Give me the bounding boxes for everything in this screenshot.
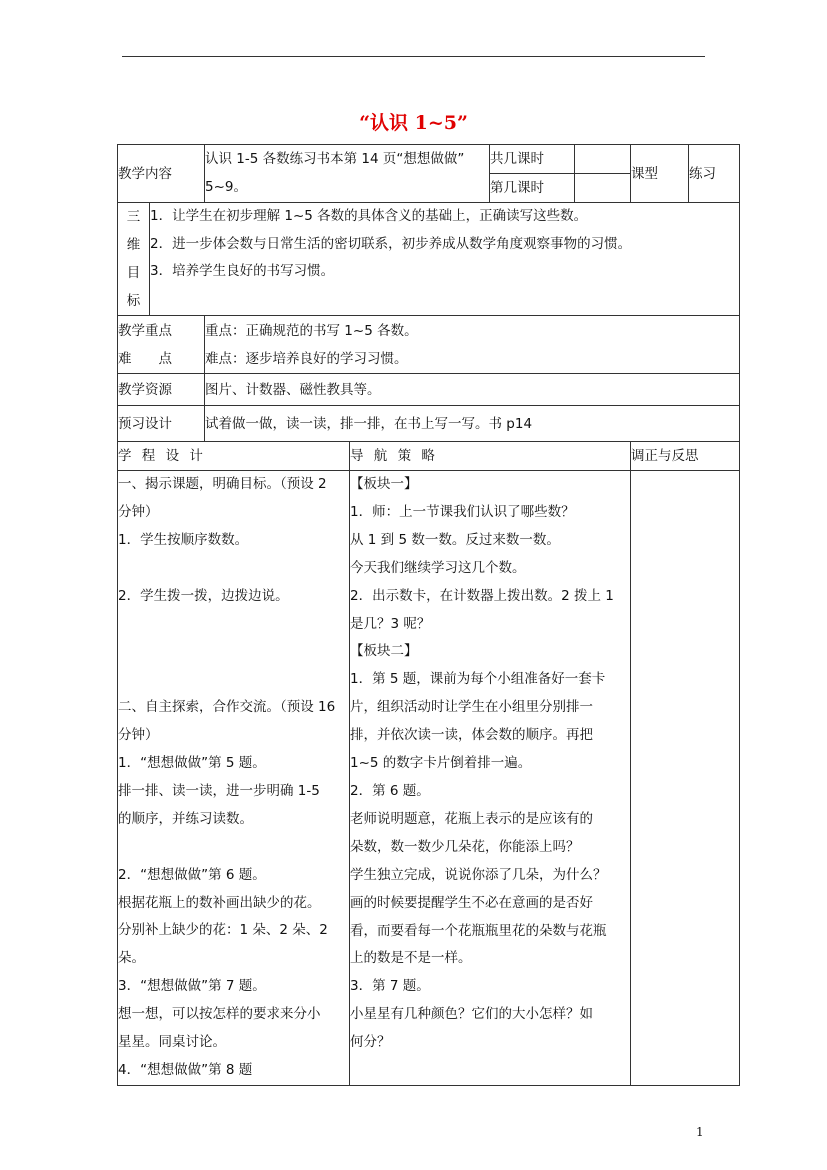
goals-label-char: 目 [126,265,141,281]
process-line: 1．学生按顺序数数。 [118,531,249,548]
process-line: 根据花瓶上的数补画出缺少的花。 [118,894,321,911]
process-blank [118,638,349,666]
total-periods-label: 共几课时 [490,145,575,174]
guide-line: 画的时候要提醒学生不必在意画的是否好 [350,894,593,911]
process-line: 星星。同桌讨论。 [118,1034,226,1051]
guide-line: 排，并依次读一读，体会数的顺序。再把 [350,727,593,744]
guide-line: 1．师：上一节课我们认识了哪些数？ [350,503,575,520]
content-value [205,145,490,203]
goals-label-char: 维 [126,237,141,253]
guide-line: 从 1 到 5 数一数。反过来数一数。 [350,531,560,548]
type-value: 练习 [689,145,740,203]
guide-line: 老师说明题意，花瓶上表示的是应该有的 [350,810,593,827]
guide-line: 何分？ [350,1034,391,1051]
goals-label-char: 三 [126,209,141,225]
content-label: 教学内容 [118,145,205,203]
process-line: 分钟） [118,503,159,520]
period-no-value [575,174,631,203]
column-guide: 导 航 策 略 [350,442,631,471]
page-title: “认识 1~5” [359,112,468,134]
process-line: 4．“想想做做”第 8 题 [118,1061,253,1078]
process-blank [118,666,349,694]
key-points-label1: 教学重点 [118,323,172,339]
goal-item: 2．进一步体会数与日常生活的密切联系，初步养成从数学角度观察事物的习惯。 [150,235,632,252]
process-line: 的顺序，并练习读数。 [118,810,253,827]
page-number: 1 [696,1125,704,1139]
column-reflect: 调正与反思 [631,442,740,471]
guide-line: 今天我们继续学习这几个数。 [350,559,526,576]
guide-line: 2．第 6 题。 [350,782,430,799]
process-line: 排一排、读一读，进一步明确 1-5 [118,782,320,799]
goal-item: 3．培养学生良好的书写习惯。 [150,263,335,279]
guide-line: 1．第 5 题，课前为每个小组准备好一套卡 [350,671,606,688]
process-line: 想一想，可以按怎样的要求来分小 [118,1006,321,1023]
content-value-line2: 5~9。 [205,179,247,195]
guide-line: 1~5 的数字卡片倒着排一遍。 [350,755,532,772]
process-line: 2．“想想做做”第 6 题。 [118,866,266,883]
key-points-label2: 难 点 [118,351,172,367]
guide-line: 朵数，数一数少几朵花，你能添上吗？ [350,838,580,855]
key-difficulty: 难点：逐步培养良好的学习习惯。 [205,351,408,367]
resources-value: 图片、计数器、磁性教具等。 [205,374,740,406]
process-blank [118,611,349,639]
key-points-label [118,316,205,374]
guide-line: 是几？3 呢？ [350,615,431,632]
lesson-plan-table [117,144,740,1086]
guide-line: 看，而要看每一个花瓶瓶里花的朵数与花瓶 [350,922,607,939]
process-line: 分别补上缺少的花：1 朵、2 朵、2 [118,922,328,939]
preview-value: 试着做一做，读一读，排一排，在书上写一写。书 p14 [205,406,740,442]
column-process: 学 程 设 计 [118,442,350,471]
goals-label [118,203,150,316]
preview-label: 预习设计 [118,406,205,442]
guide-line: 2．出示数卡，在计数器上拨出数。2 拨上 1 [350,587,614,604]
guide-line: 【板块一】 [350,476,418,492]
process-column [118,471,350,1086]
process-blank [118,834,349,862]
goals-content [150,203,740,316]
header-rule [122,56,705,57]
guide-line: 3．第 7 题。 [350,978,430,995]
period-no-label: 第几课时 [490,174,575,203]
key-focus: 重点：正确规范的书写 1~5 各数。 [205,323,418,339]
reflect-column [631,471,740,1086]
resources-label: 教学资源 [118,374,205,406]
type-label: 课型 [631,145,689,203]
goal-item: 1．让学生在初步理解 1~5 各数的具体含义的基础上，正确读写这些数。 [150,208,588,224]
content-value-line1: 认识 1-5 各数练习书本第 14 页“想想做做” [205,151,465,167]
key-points-content [205,316,740,374]
process-blank [118,555,349,583]
process-line: 分钟） [118,727,159,744]
guide-line: 小星星有几种颜色？它们的大小怎样？如 [350,1006,593,1023]
guide-line: 片，组织活动时让学生在小组里分别排一 [350,699,593,716]
guide-line: 【板块二】 [350,643,418,660]
process-line: 朵。 [118,950,145,967]
guide-column [350,471,631,1086]
total-periods-value [575,145,631,174]
process-line: 2．学生拨一拨，边拨边说。 [118,587,289,604]
process-line: 一、揭示课题，明确目标。（预设 2 [118,476,327,492]
process-line: 1．“想想做做”第 5 题。 [118,755,266,771]
process-line: 3．“想想做做”第 7 题。 [118,978,266,995]
guide-line: 学生独立完成，说说你添了几朵，为什么？ [350,866,607,883]
guide-line: 上的数是不是一样。 [350,950,472,967]
process-line: 二、自主探索，合作交流。（预设 16 [118,699,336,716]
goals-label-char: 标 [126,293,141,309]
